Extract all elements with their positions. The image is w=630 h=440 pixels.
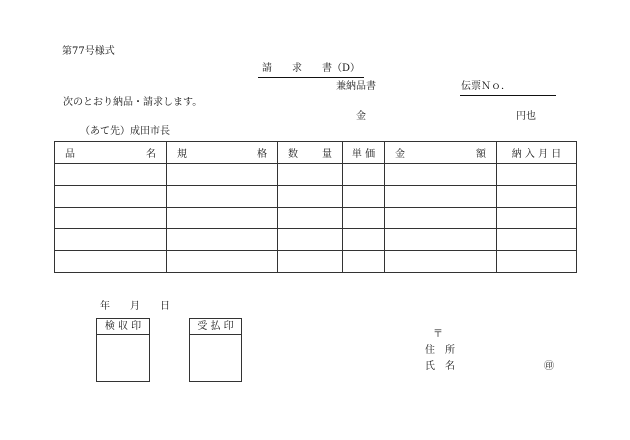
table-cell[interactable] [343, 229, 385, 251]
header-unit-price: 単 価 [343, 142, 385, 164]
table-header-row [55, 142, 577, 164]
header-delivery-date: 納 入 月 日 [497, 142, 577, 164]
table-cell[interactable] [278, 207, 343, 229]
table-cell[interactable] [497, 251, 577, 273]
table-cell[interactable] [278, 164, 343, 186]
header-quantity: 数 量 [278, 142, 343, 164]
table-cell[interactable] [497, 164, 577, 186]
address-label: 住 所 [425, 345, 455, 356]
inspection-stamp-label: 検 収 印 [97, 319, 149, 335]
total-amount-unit: 円也 [516, 111, 536, 122]
table-cell[interactable] [55, 207, 167, 229]
table-cell[interactable] [278, 251, 343, 273]
table-cell[interactable] [167, 185, 278, 207]
form-number: 第77号様式 [62, 46, 115, 57]
table-cell[interactable] [497, 207, 577, 229]
header-amount: 金 額 [385, 142, 497, 164]
table-cell[interactable] [343, 251, 385, 273]
table-cell[interactable] [278, 185, 343, 207]
table-row [55, 185, 577, 207]
table-cell[interactable] [167, 164, 278, 186]
addressee: （あて先）成田市長 [80, 126, 170, 137]
table-cell[interactable] [385, 164, 497, 186]
table-cell[interactable] [167, 229, 278, 251]
table-cell[interactable] [55, 251, 167, 273]
table-row [55, 207, 577, 229]
seal-mark-icon: ㊞ [544, 361, 554, 372]
table-cell[interactable] [55, 164, 167, 186]
table-cell[interactable] [167, 207, 278, 229]
date-line: 年 月 日 [100, 301, 170, 312]
table-cell[interactable] [385, 207, 497, 229]
table-cell[interactable] [497, 229, 577, 251]
postal-mark-icon: 〒 [433, 329, 443, 340]
slip-number-label: 伝票Ｎｏ． [461, 81, 511, 92]
table-row [55, 251, 577, 273]
slip-number-field-line[interactable] [460, 95, 556, 96]
inspection-stamp-box [96, 318, 150, 382]
table-cell[interactable] [343, 185, 385, 207]
table-cell[interactable] [167, 251, 278, 273]
table-cell[interactable] [55, 185, 167, 207]
table-cell[interactable] [497, 185, 577, 207]
header-item-name: 品 名 [55, 142, 167, 164]
header-specification: 規 格 [167, 142, 278, 164]
title-underline [258, 77, 364, 78]
document-title: 請 求 書（D） [262, 63, 361, 74]
table-row [55, 164, 577, 186]
document-subtitle: 兼納品書 [336, 81, 376, 92]
table-cell[interactable] [385, 251, 497, 273]
table-cell[interactable] [385, 229, 497, 251]
receipt-stamp-label: 受 払 印 [190, 319, 241, 335]
items-table [54, 141, 577, 273]
table-cell[interactable] [55, 229, 167, 251]
table-row [55, 229, 577, 251]
total-amount-label: 金 [356, 111, 366, 122]
table-cell[interactable] [343, 207, 385, 229]
intro-text: 次のとおり納品・請求します。 [63, 97, 203, 108]
table-cell[interactable] [385, 185, 497, 207]
receipt-stamp-box [189, 318, 242, 382]
table-cell[interactable] [278, 229, 343, 251]
name-label: 氏 名 [425, 361, 455, 372]
table-cell[interactable] [343, 164, 385, 186]
